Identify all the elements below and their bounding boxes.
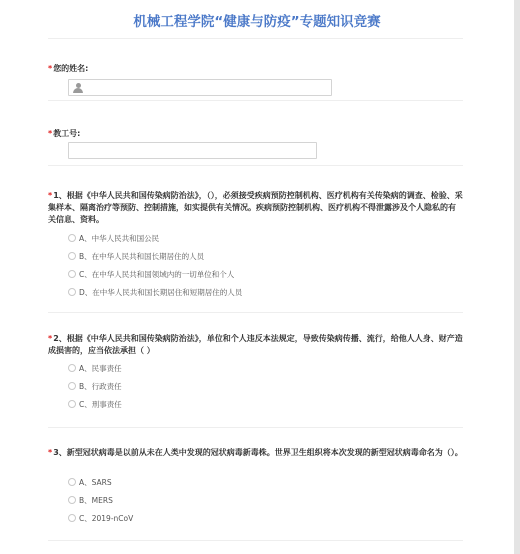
name-field-label-row (48, 63, 463, 75)
question-3-option-c[interactable] (68, 513, 133, 525)
question-2-option-b[interactable] (68, 381, 122, 393)
radio-circle-icon[interactable] (68, 234, 76, 242)
user-icon (73, 83, 83, 93)
question-1 (48, 190, 463, 297)
question-2 (48, 333, 463, 409)
staff-id-label-row (48, 128, 463, 140)
section-divider (48, 100, 463, 101)
radio-circle-icon[interactable] (68, 514, 76, 522)
scrollbar-track[interactable] (514, 0, 520, 554)
radio-circle-icon[interactable] (68, 400, 76, 408)
question-2-text-row (48, 333, 463, 357)
question-3-text: 3、新型冠状病毒是以前从未在人类中发现的冠状病毒新毒株。世界卫生组织将本次发现的新型冠状病毒命名为（）。 (53, 448, 463, 457)
scrollbar-thumb[interactable] (514, 0, 520, 554)
radio-circle-icon[interactable] (68, 496, 76, 504)
option-label: B、行政责任 (79, 382, 122, 391)
section-divider (48, 427, 463, 428)
required-mark: * (48, 129, 53, 138)
question-3 (48, 447, 463, 523)
section-divider (48, 540, 463, 541)
staff-id-label: 教工号: (53, 129, 81, 138)
question-3-option-b[interactable] (68, 495, 113, 507)
radio-circle-icon[interactable] (68, 288, 76, 296)
option-label: B、MERS (79, 496, 113, 505)
option-label: A、SARS (79, 478, 112, 487)
section-divider (48, 312, 463, 313)
radio-circle-icon[interactable] (68, 270, 76, 278)
question-3-option-a[interactable] (68, 477, 112, 489)
question-2-option-c[interactable] (68, 399, 122, 411)
required-mark: * (48, 64, 53, 73)
section-divider (48, 165, 463, 166)
required-mark: * (48, 448, 53, 457)
name-field-label: 您的姓名: (53, 64, 89, 73)
option-label: C、在中华人民共和国领域内的一切单位和个人 (79, 270, 235, 279)
required-mark: * (48, 334, 53, 343)
radio-circle-icon[interactable] (68, 364, 76, 372)
question-2-option-a[interactable] (68, 363, 122, 375)
option-label: A、中华人民共和国公民 (79, 234, 160, 243)
staff-id-field-section (48, 128, 463, 140)
option-label: B、在中华人民共和国长期居住的人员 (79, 252, 205, 261)
question-1-option-d[interactable] (68, 287, 242, 299)
question-1-option-a[interactable] (68, 233, 159, 245)
question-1-option-b[interactable] (68, 251, 204, 263)
radio-circle-icon[interactable] (68, 478, 76, 486)
name-field-section (48, 63, 463, 75)
radio-circle-icon[interactable] (68, 382, 76, 390)
option-label: C、2019-nCoV (79, 514, 134, 523)
survey-title: 机械工程学院“健康与防疫”专题知识竞赛 (133, 14, 381, 30)
option-label: D、在中华人民共和国长期居住和短期居住的人员 (79, 288, 243, 297)
question-1-text-row (48, 190, 463, 226)
question-1-option-c[interactable] (68, 269, 234, 281)
question-3-text-row (48, 447, 463, 459)
staff-id-input[interactable] (68, 142, 317, 159)
option-label: C、刑事责任 (79, 400, 122, 409)
name-input[interactable] (68, 79, 332, 96)
question-1-text: 1、根据《中华人民共和国传染病防治法》，（），必须接受疾病预防控制机构、医疗机构有关传染病的调查、检验、采集样本、隔离治疗等预防、控制措施，如实提供有关情况。疾病预防控制机构、医疗机构不得泄露涉及个人隐私的有关信息、资料。 (48, 191, 463, 224)
question-2-text: 2、根据《中华人民共和国传染病防治法》，单位和个人违反本法规定，导致传染病传播、流行，给他人人身、财产造成损害的，应当依法承担（ ） (48, 334, 463, 355)
option-label: A、民事责任 (79, 364, 122, 373)
radio-circle-icon[interactable] (68, 252, 76, 260)
title-divider (48, 38, 463, 39)
required-mark: * (48, 191, 53, 200)
